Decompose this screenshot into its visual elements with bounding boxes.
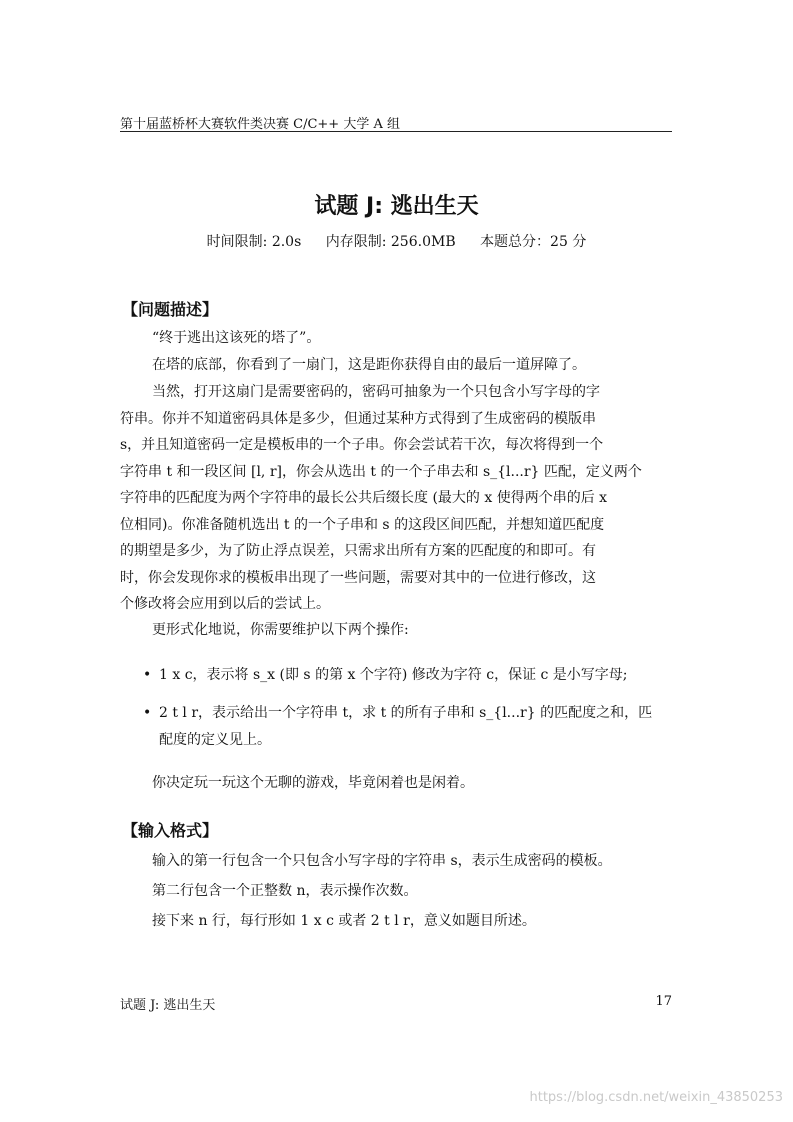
list-item-text [159, 700, 673, 753]
paragraph: 第二行包含一个正整数 n，表示操作次数。 [152, 883, 418, 899]
text-line: 字符串的匹配度为两个字符串的最长公共后缀长度 (最大的 x 使得两个串的后 x [120, 490, 608, 506]
bullet-dot: • [143, 705, 152, 721]
paragraph: 接下来 n 行，每行形如 1 x c 或者 2 t l r，意义如题目所述。 [152, 913, 536, 929]
text-line: 位相同)。你准备随机选出 t 的一个子串和 s 的这段区间匹配，并想知道匹配度 [120, 516, 605, 533]
text-line: s，并且知道密码一定是模板串的一个子串。你会尝试若干次，每次将得到一个 [120, 437, 604, 453]
bullet-dot: • [143, 667, 152, 683]
list-item-text: 1 x c，表示将 s_x (即 s 的第 x 个字符) 修改为字符 c，保证 c 是小写字母; [159, 667, 628, 683]
list-item [143, 662, 673, 689]
list-item [143, 700, 673, 753]
memory-limit: 内存限制: 256.0MB [325, 234, 456, 250]
text-line: 符串。你并不知道密码具体是多少，但通过某种方式得到了生成密码的模版串 [120, 410, 596, 427]
running-header: 第十届蓝桥杯大赛软件类决赛 C/C++ 大学 A 组 [120, 117, 400, 132]
text-line: 配度的定义见上。 [159, 731, 271, 748]
time-limit: 时间限制: 2.0s [206, 234, 302, 250]
text-line: 2 t l r，表示给出一个字符串 t，求 t 的所有子串和 s_{l...r} 的匹配度之和，匹 [159, 705, 653, 721]
text-line: 时，你会发现你求的模板串出现了一些问题，需要对其中的一位进行修改，这 [120, 569, 596, 586]
running-footer: 试题 J: 逃出生天 [120, 998, 216, 1013]
limits-line [0, 231, 793, 251]
text-line: 当然，打开这扇门是需要密码的，密码可抽象为一个只包含小写字母的字 [152, 384, 600, 400]
header-rule [120, 131, 672, 132]
page-number: 17 [655, 994, 672, 1009]
watermark-url: https://blog.csdn.net/weixin_43850253 [529, 1090, 783, 1105]
paragraph: 你决定玩一玩这个无聊的游戏，毕竟闲着也是闲着。 [152, 775, 474, 791]
paragraph: 输入的第一行包含一个只包含小写字母的字符串 s，表示生成密码的模板。 [152, 853, 612, 869]
section-heading-problem: 【问题描述】 [122, 300, 219, 319]
paragraph: 在塔的底部，你看到了一扇门，这是距你获得自由的最后一道屏障了。 [152, 357, 586, 373]
text-line: 个修改将会应用到以后的尝试上。 [120, 596, 330, 612]
section-heading-input: 【输入格式】 [122, 821, 219, 840]
score: 本题总分：25 分 [480, 234, 587, 250]
paragraph: 更形式化地说，你需要维护以下两个操作: [152, 622, 409, 638]
paragraph: “终于逃出这该死的塔了”。 [152, 330, 321, 346]
text-line: 的期望是多少，为了防止浮点误差，只需求出所有方案的匹配度的和即可。有 [120, 543, 596, 559]
paragraph-description [120, 379, 672, 618]
problem-title: 试题 J: 逃出生天 [314, 194, 479, 219]
text-line: 字符串 t 和一段区间 [l, r]，你会从选出 t 的一个子串去和 s_{l...r} 匹配，定义两个 [120, 463, 642, 480]
